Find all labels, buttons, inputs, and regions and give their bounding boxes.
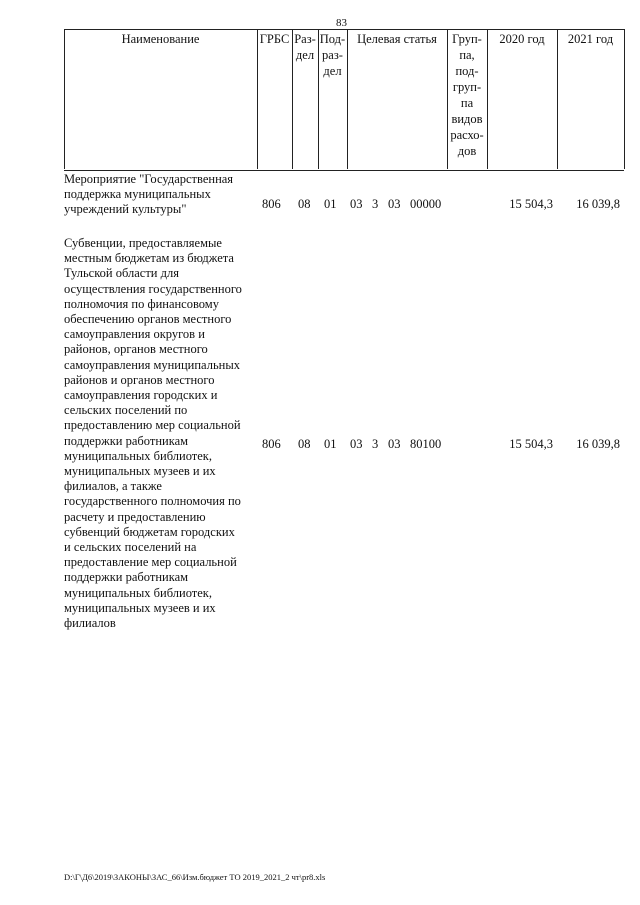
header-grbs: ГРБС bbox=[259, 32, 290, 46]
header-razdel: Раз- дел bbox=[294, 32, 316, 62]
column-divider bbox=[347, 29, 348, 169]
row-target-4: 80100 bbox=[410, 437, 442, 451]
row-name: Субвенции, предоставляемые местным бюджетам из бюджета Тульской области для осуществления государственного полномочия по финансовому обеспечению органов местного самоуправления округов и районов, органов местного самоуправления муниципальных районов и органов местного самоуправления городских и сельских поселений по предоставлению мер социальной поддержки работникам муниципальных библиотек, муниципальных музеев и их филиалов, а также государственного полномочия по расчету и предоставлению субвенций бюджетам городских и сельских поселений на предоставление мер социальной поддержки работникам муниципальных библиотек, муниципальных музеев и их филиалов bbox=[64, 236, 242, 631]
row-2020: 15 504,3 bbox=[509, 437, 553, 451]
row-name: Мероприятие "Государственная поддержка муниципальных учреждений культуры" bbox=[64, 172, 234, 217]
row-grbs: 806 bbox=[262, 197, 281, 211]
column-divider bbox=[557, 29, 558, 169]
row-2021: 16 039,8 bbox=[576, 437, 620, 451]
table-border bbox=[624, 29, 625, 169]
header-name: Наименование bbox=[121, 32, 200, 46]
row-grbs: 806 bbox=[262, 437, 281, 451]
row-target-3: 03 bbox=[388, 197, 401, 211]
row-target-1: 03 bbox=[350, 197, 363, 211]
row-razdel: 08 bbox=[298, 437, 311, 451]
table-border bbox=[64, 29, 65, 169]
file-path-footer: D:\Г\Д6\2019\ЗАКОНЫ\ЗАС_66\Изм.бюджет ТО 2019_2021_2 чт\pr8.xls bbox=[64, 872, 326, 882]
row-target-1: 03 bbox=[350, 437, 363, 451]
row-target-4: 00000 bbox=[410, 197, 442, 211]
row-podrazdel: 01 bbox=[324, 437, 337, 451]
column-divider bbox=[487, 29, 488, 169]
row-razdel: 08 bbox=[298, 197, 311, 211]
row-2020: 15 504,3 bbox=[509, 197, 553, 211]
page-number: 83 bbox=[336, 17, 347, 29]
header-2020: 2020 год bbox=[499, 32, 545, 46]
row-podrazdel: 01 bbox=[324, 197, 337, 211]
header-podrazdel: Под- раз- дел bbox=[319, 32, 346, 78]
header-target-article: Целевая статья bbox=[357, 32, 437, 46]
row-2021: 16 039,8 bbox=[576, 197, 620, 211]
header-2021: 2021 год bbox=[567, 32, 614, 46]
row-target-2: 3 bbox=[372, 197, 379, 211]
column-divider bbox=[257, 29, 258, 169]
row-target-2: 3 bbox=[372, 437, 379, 451]
row-target-3: 03 bbox=[388, 437, 401, 451]
header-expense-group: Груп- па, под- груп- па видов расхо- дов bbox=[450, 32, 484, 158]
